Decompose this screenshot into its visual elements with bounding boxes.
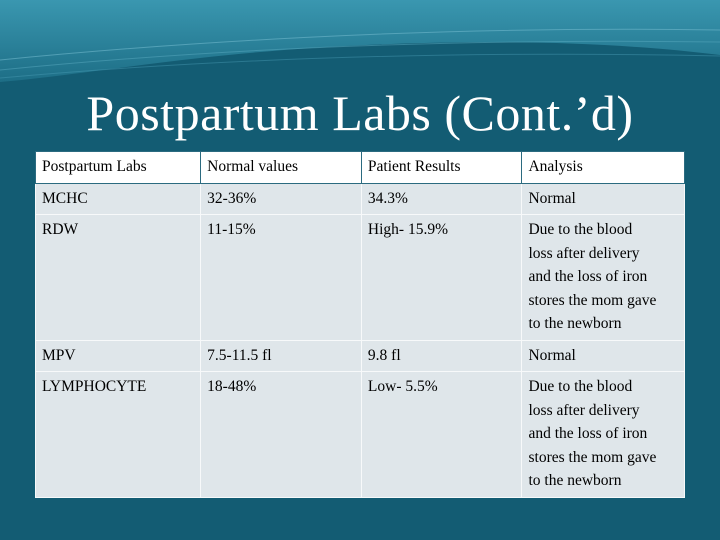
cell-text: loss after delivery	[528, 401, 640, 419]
cell-text: 18-48%	[207, 378, 257, 395]
cell-text: MPV	[42, 346, 76, 364]
lab-name-cell	[36, 183, 201, 215]
patient-result-cell	[361, 340, 522, 372]
cell-text: 11-15%	[207, 221, 256, 238]
table-row	[36, 215, 685, 341]
patient-result-cell	[361, 183, 522, 215]
analysis-cell	[522, 340, 685, 372]
analysis-cell	[522, 372, 685, 498]
lab-name-cell	[36, 372, 201, 498]
cell-text: 7.5-11.5 fl	[207, 346, 272, 364]
patient-result-cell	[361, 215, 522, 341]
normal-value-cell	[201, 340, 362, 372]
normal-value-cell	[201, 183, 362, 215]
header-lab-name: Postpartum Labs	[36, 152, 201, 184]
cell-text: LYMPHOCYTE	[42, 378, 147, 395]
slide-title: Postpartum Labs (Cont.’d)	[86, 85, 634, 141]
analysis-cell	[522, 183, 685, 215]
table-row	[36, 340, 685, 372]
cell-text: and the loss of iron	[528, 425, 648, 442]
cell-text: 9.8 fl	[367, 346, 401, 364]
cell-text: loss after delivery	[528, 244, 640, 262]
cell-text: Due to the blood	[528, 221, 633, 238]
cell-text: Low- 5.5%	[367, 378, 438, 395]
cell-text: to the newborn	[528, 472, 622, 489]
normal-value-cell	[201, 215, 362, 341]
cell-text: stores the mom gave	[528, 291, 657, 309]
cell-text: Normal	[528, 189, 576, 207]
cell-text: RDW	[42, 221, 79, 238]
cell-text: 34.3%	[367, 189, 408, 207]
lab-name-cell	[36, 340, 201, 372]
table-row	[36, 183, 685, 215]
cell-text: 32-36%	[207, 189, 257, 207]
header-patient-results: Patient Results	[361, 152, 522, 184]
analysis-cell	[522, 215, 685, 341]
lab-results-table	[35, 151, 685, 498]
header-normal-values: Normal values	[201, 152, 362, 184]
cell-text: and the loss of iron	[528, 268, 648, 285]
cell-text: High- 15.9%	[367, 221, 448, 238]
header-analysis: Analysis	[522, 152, 685, 184]
cell-text: MCHC	[42, 189, 88, 207]
patient-result-cell	[361, 372, 522, 498]
normal-value-cell	[201, 372, 362, 498]
cell-text: Due to the blood	[528, 378, 633, 395]
table-header-row	[36, 152, 685, 184]
table-row	[36, 372, 685, 498]
lab-name-cell	[36, 215, 201, 341]
cell-text: stores the mom gave	[528, 448, 657, 466]
cell-text: Normal	[528, 346, 576, 364]
cell-text: to the newborn	[528, 315, 622, 332]
